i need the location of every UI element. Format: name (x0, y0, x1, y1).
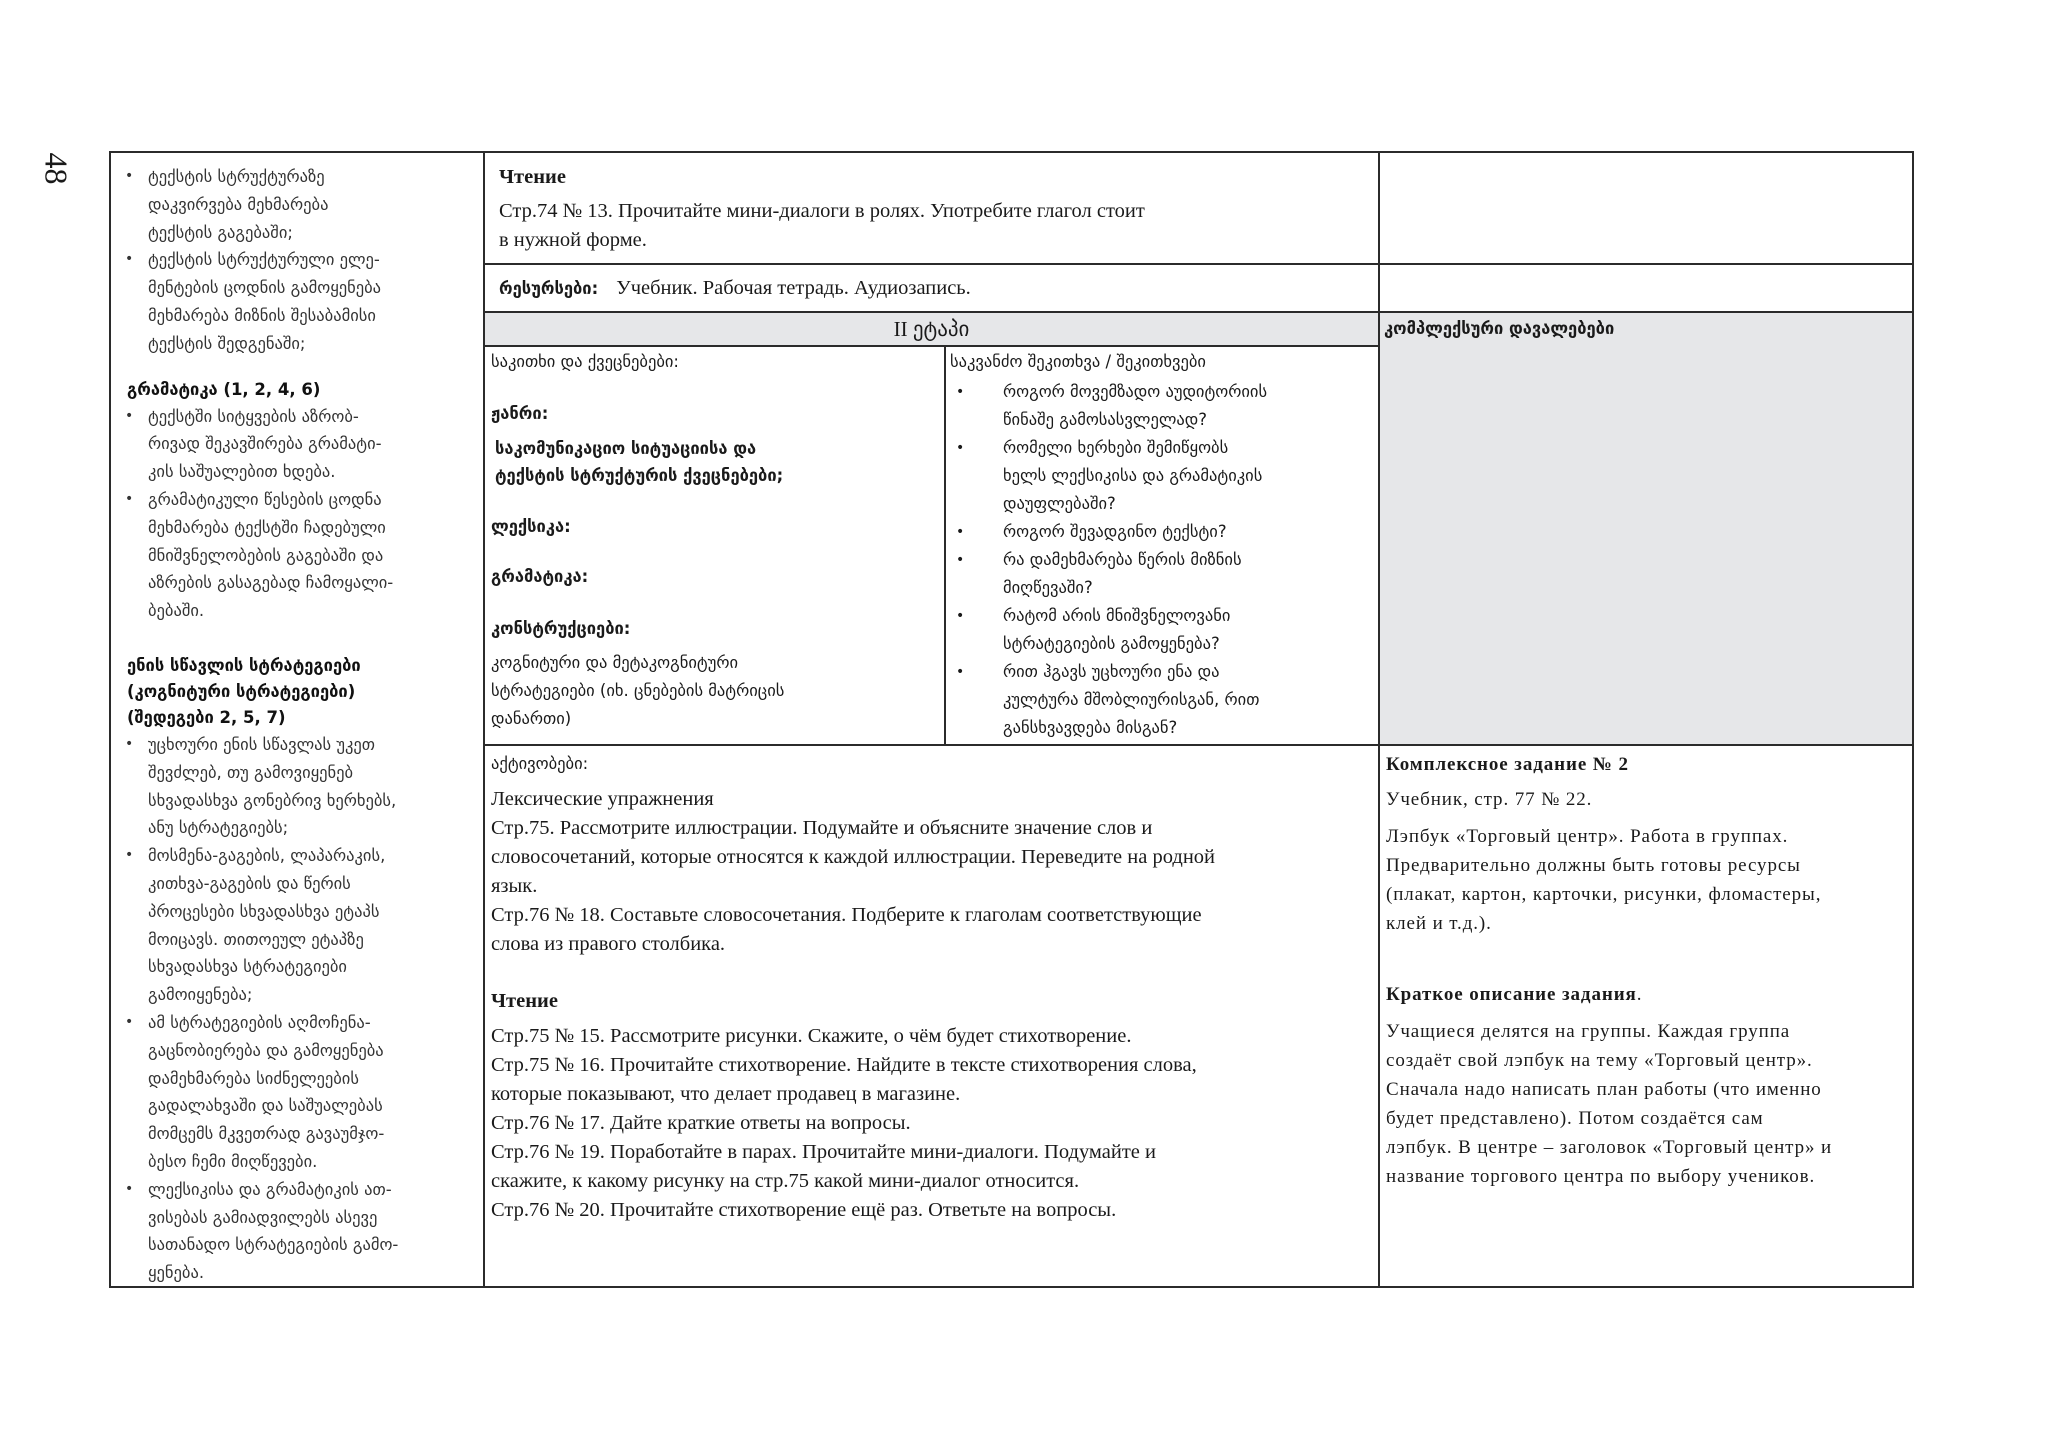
text-line: დაკვირვება მეხმარება (148, 194, 329, 214)
bullet-item (127, 486, 483, 625)
key-question-item (956, 378, 1267, 434)
text-line: სათანადო სტრატეგიების გამო- (148, 1235, 399, 1255)
bullet-item (127, 1176, 483, 1287)
bullet-icon: • (125, 1013, 134, 1030)
reading-title: Чтение (499, 166, 566, 188)
resources-label: რესურსები: (499, 279, 599, 298)
activities-cell (483, 744, 1380, 1288)
stage-title: II ეტაპი (893, 317, 970, 341)
text-line: словосочетаний, которые относятся к каждой иллюстрации. Переведите на родной (491, 846, 1216, 868)
text-line: მიღწევაში? (1003, 578, 1093, 597)
text-line: სხვადასხვა სტრატეგიები (148, 957, 347, 977)
page-number: 48 (38, 152, 75, 185)
reading-cell (483, 151, 1380, 265)
bullet-item (127, 842, 483, 1009)
text-line: название торгового центра по выбору учеников. (1386, 1166, 1816, 1187)
topics-cell (483, 345, 946, 746)
text-line: გაცნობიერება და გამოყენება (148, 1040, 384, 1060)
text-line: Сначала надо написать план работы (что именно (1386, 1079, 1822, 1100)
text-line: პროცესები სხვადასხვა ეტაპს (148, 901, 380, 921)
bullet-icon: • (125, 251, 134, 268)
bullet-icon: • (956, 664, 965, 680)
text-line: ენის სწავლის სტრატეგიები (127, 655, 361, 675)
text-line: будет представлено). Потом создаётся сам (1386, 1108, 1764, 1129)
text-line: რა დამეხმარება წერის მიზნის (1003, 550, 1242, 569)
section-heading-grammar (127, 377, 483, 403)
resources-value: Учебник. Рабочая тетрадь. Аудиозапись. (616, 277, 971, 299)
complex-task-cell (1378, 744, 1914, 1288)
text-line: лэпбук. В центре – заголовок «Торговый центр» и (1386, 1137, 1833, 1158)
empty-cell (1378, 263, 1914, 313)
text-line: კის საშუალებით ხდება. (148, 462, 336, 482)
text-line: გადალახვაში და საშუალებას (148, 1096, 383, 1116)
text-line: ყენება. (148, 1263, 205, 1283)
text-line: ბებაში. (148, 601, 205, 621)
text-line: ტექსტში სიტყვების აზრობ- (148, 406, 359, 426)
text-line: მნიშვნელობების გაგებაში და (148, 545, 384, 565)
bullet-icon: • (125, 735, 134, 752)
constructions-text (491, 649, 784, 733)
topics-heading: საკითხი და ქვეცნებები: (491, 352, 679, 371)
text-line: ტექსტის სტრუქტურული ელე- (148, 250, 380, 270)
section-heading-strategies (127, 653, 483, 731)
text-line: დანართი) (491, 709, 572, 728)
key-question-item (956, 546, 1267, 602)
text-line: ანუ სტრატეგიებს; (148, 818, 289, 838)
key-questions-heading: საკვანძო შეკითხვა / შეკითხვები (950, 352, 1206, 371)
key-questions-cell (944, 345, 1380, 746)
text-line: ტექსტის სტრუქტურაზე (148, 167, 325, 186)
reading-exercises (491, 1022, 1197, 1225)
text-line: კითხვა-გაგების და წერის (148, 873, 351, 893)
text-line: в нужной форме. (499, 229, 647, 251)
text-line: დაუფლებაში? (1003, 494, 1116, 513)
stage-header (483, 311, 1380, 347)
text-line: სტრატეგიები (იხ. ცნებების მატრიცის (491, 681, 785, 700)
key-question-item (956, 658, 1267, 742)
bullet-icon: • (956, 524, 965, 540)
text-line: რივად შეკავშირება გრამატი- (148, 434, 382, 454)
bullet-icon: • (956, 384, 965, 400)
learning-outcomes-column (109, 151, 485, 1288)
text-line: მოიცავს. თითოეულ ეტაპზე (148, 929, 364, 949)
reading-title: Чтение (491, 990, 558, 1012)
text-line: რატომ არის მნიშვნელოვანი (1003, 606, 1231, 625)
text-line: წინაშე გამოსასვლელად? (1003, 410, 1208, 429)
text-line: ვისებას გამიადვილებს ასევე (148, 1207, 378, 1227)
text-line: სტრატეგიების გამოყენება? (1003, 634, 1220, 653)
text-line: Стр.75 № 16. Прочитайте стихотворение. Найдите в тексте стихотворения слова, (491, 1054, 1197, 1076)
text-line: Стр.76 № 18. Составьте словосочетания. Подберите к глаголам соответствующие (491, 904, 1202, 926)
summary-title: Краткое описание задания (1386, 984, 1637, 1005)
text-line: რომელი ხერხები შემიწყობს (1003, 438, 1229, 457)
bullet-icon: • (956, 440, 965, 456)
key-question-item (956, 434, 1267, 518)
text-line: ხელს ლექსიკისა და გრამატიკის (1003, 466, 1263, 485)
text-line: Стр.75 № 15. Рассмотрите рисунки. Скажите, о чём будет стихотворение. (491, 1025, 1132, 1047)
text-line: საკომუნიკაციო სიტუაციისა და (495, 439, 757, 458)
text-line: Лексические упражнения (491, 788, 714, 810)
text-line: Стр.74 № 13. Прочитайте мини-диалоги в ролях. Употребите глагол стоит (499, 200, 1145, 222)
text-line: კოგნიტური და მეტაკოგნიტური (491, 653, 738, 672)
text-line: ამ სტრატეგიების აღმოჩენა- (148, 1012, 371, 1032)
resources-cell (483, 263, 1380, 313)
text-line: გრამატიკა (1, 2, 4, 6) (127, 379, 321, 399)
text-line: Предварительно должны быть готовы ресурсы (1386, 855, 1801, 876)
text-line: (კოგნიტური სტრატეგიები) (127, 681, 356, 701)
bullet-icon: • (956, 608, 965, 624)
complex-task-description (1386, 822, 1821, 938)
bullet-icon: • (956, 552, 965, 568)
text-line: клей и т.д.). (1386, 913, 1492, 934)
text-line: ბესო ჩემი მიღწევები. (148, 1151, 318, 1171)
summary-text (1386, 1017, 1832, 1191)
lexis-label: ლექსიკა: (491, 517, 571, 536)
bullet-icon: • (125, 168, 134, 184)
text-line: создаёт свой лэпбук на тему «Торговый центр». (1386, 1050, 1813, 1071)
text-line: გამოიყენება; (148, 985, 253, 1005)
key-questions-list (956, 378, 1267, 742)
bullet-item (127, 163, 483, 246)
text-line: Стр.76 № 19. Поработайте в парах. Прочитайте мини-диалоги. Подумайте и (491, 1141, 1156, 1163)
activities-label: აქტივობები: (491, 754, 589, 773)
genre-label: ჟანრი: (491, 404, 549, 423)
text-line: გრამატიკული წესების ცოდნა (148, 489, 382, 509)
bullet-item (127, 403, 483, 486)
text-line: Стр.76 № 17. Дайте краткие ответы на вопросы. (491, 1112, 911, 1134)
complex-tasks-header-cell (1378, 311, 1914, 746)
text-line: Стр.75. Рассмотрите иллюстрации. Подумайте и объясните значение слов и (491, 817, 1153, 839)
text-line: (შედეგები 2, 5, 7) (127, 707, 286, 727)
text-line: კულტურა მშობლიურისგან, რით (1003, 690, 1260, 709)
bullet-item (127, 246, 483, 357)
text-line: განსხვავდება მისგან? (1003, 718, 1178, 737)
text-line: Стр.76 № 20. Прочитайте стихотворение ещё раз. Ответьте на вопросы. (491, 1199, 1117, 1221)
text-line: როგორ შევადგინო ტექსტი? (1003, 522, 1227, 541)
bullet-item (127, 731, 483, 842)
key-question-item (956, 602, 1267, 658)
text-line: скажите, к какому рисунку на стр.75 какой мини-диалог относится. (491, 1170, 1080, 1192)
text-line: მეხმარება მიზნის შესაბამისი (148, 305, 376, 325)
text-line: ტექსტის სტრუქტურის ქვეცნებები; (495, 466, 784, 485)
text-line: დამეხმარება სიძნელეების (148, 1068, 359, 1088)
genre-text (495, 435, 783, 489)
text-line: Учащиеся делятся на группы. Каждая группа (1386, 1021, 1791, 1042)
bullet-item (127, 1009, 483, 1176)
bullet-icon: • (125, 490, 134, 507)
bullet-icon: • (125, 407, 134, 424)
summary-period: . (1636, 984, 1643, 1005)
text-line: ტექსტის შედგენაში; (148, 333, 306, 353)
text-line: რით ჰგავს უცხოური ენა და (1003, 662, 1220, 681)
text-line: ტექსტის გაგებაში; (148, 222, 293, 242)
text-line: მოსმენა-გაგების, ლაპარაკის, (148, 846, 386, 866)
text-line: უცხოური ენის სწავლას უკეთ (148, 734, 376, 754)
text-line: слова из правого столбика. (491, 933, 726, 955)
text-line: მეხმარება ტექსტში ჩადებული (148, 517, 386, 537)
text-line: ლექსიკისა და გრამატიკის ათ- (148, 1179, 392, 1199)
key-question-item (956, 518, 1267, 546)
complex-tasks-header: კომპლექსური დავალებები (1384, 319, 1615, 338)
grammar-label: გრამატიკა: (491, 567, 589, 586)
text-line: язык. (491, 875, 538, 897)
bullet-icon: • (125, 1180, 134, 1197)
text-line: которые показывают, что делает продавец в магазине. (491, 1083, 961, 1105)
text-line: როგორ მოვემზადო აუდიტორიის (1003, 382, 1268, 401)
lexical-exercises (491, 785, 1215, 959)
bullet-icon: • (125, 847, 134, 864)
empty-cell (1378, 151, 1914, 265)
text-line: (плакат, картон, карточки, рисунки, фломастеры, (1386, 884, 1822, 905)
text-line: შევძლებ, თუ გამოვიყენებ (148, 762, 354, 782)
complex-task-title: Комплексное задание № 2 (1386, 754, 1629, 775)
text-line: მენტების ცოდნის გამოყენება (148, 278, 382, 298)
constructions-label: კონსტრუქციები: (491, 619, 631, 638)
text-line: აზრების გასაგებად ჩამოყალი- (148, 573, 394, 593)
text-line: მომცემს მკვეთრად გავაუმჯო- (148, 1124, 385, 1144)
text-line: Лэпбук «Торговый центр». Работа в группах. (1386, 826, 1789, 847)
complex-task-ref: Учебник, стр. 77 № 22. (1386, 789, 1593, 810)
text-line: სხვადასხვა გონებრივ ხერხებს, (148, 790, 397, 810)
reading-text (499, 197, 1145, 255)
